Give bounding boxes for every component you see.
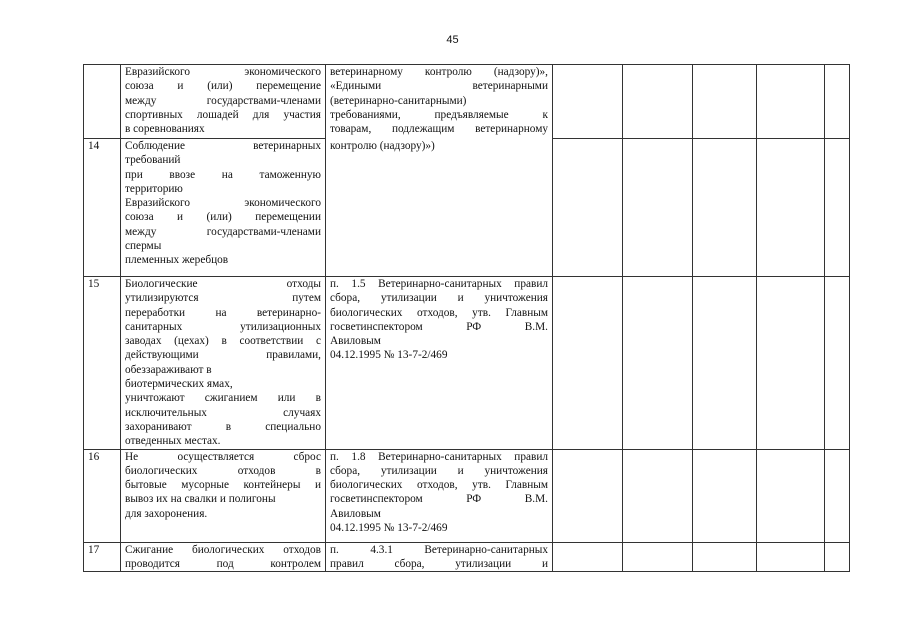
requirement-line: Не осуществляется сброс [125, 450, 321, 463]
requirement-line: действующими правилами, [125, 349, 321, 362]
requirement-line: переработки на ветеринарно- [125, 306, 321, 319]
empty-cell [757, 277, 825, 450]
requirement-line: Евразийского экономического [125, 197, 321, 210]
empty-cell [693, 542, 757, 572]
requirement-line: отведенных местах. [125, 435, 221, 448]
empty-cell [825, 139, 850, 277]
reference-line: Авиловым [330, 507, 381, 520]
requirement-line: бытовые мусорные контейнеры и [125, 479, 321, 492]
empty-cell [693, 65, 757, 139]
row-number: 17 [84, 542, 121, 572]
reference-line: правил сбора, утилизации и [330, 557, 548, 570]
empty-cell [757, 449, 825, 542]
empty-cell [553, 139, 623, 277]
requirement-line: союза и (или) перемещение [125, 80, 321, 93]
requirement-line: племенных жеребцов [125, 254, 229, 267]
reference-cell [326, 139, 553, 277]
reference-line: п. 1.5 Ветеринарно-санитарных правил [330, 278, 548, 290]
reference-line: биологических отходов, утв. Главным [330, 306, 548, 319]
reference-line: биологических отходов, утв. Главным [330, 479, 548, 492]
reference-line: (ветеринарно-санитарными) [330, 94, 467, 107]
requirement-line: союза и (или) перемещении [125, 211, 321, 224]
requirement-line: при ввозе на таможенную [125, 168, 321, 181]
table-row [84, 139, 850, 277]
requirement-line: санитарных утилизационных [125, 320, 321, 333]
requirement-line: проводится под контролем [125, 557, 321, 570]
requirement-line: захоранивают в специально [125, 420, 321, 433]
requirement-line: для захоронения. [125, 507, 208, 520]
reference-cell [326, 65, 553, 139]
empty-cell [623, 542, 693, 572]
reference-line: сбора, утилизации и уничтожения [330, 464, 548, 477]
reference-cell [326, 449, 553, 542]
requirement-line: спортивных лошадей для участия [125, 108, 321, 121]
requirement-line: между государствами-членами [125, 94, 321, 107]
empty-cell [825, 449, 850, 542]
table-row [84, 277, 850, 450]
requirement-line: заводах (цехах) в соответствии с [125, 335, 321, 348]
empty-cell [553, 277, 623, 450]
empty-cell [553, 542, 623, 572]
requirement-line: уничтожают сжиганием или в [125, 392, 321, 405]
empty-cell [693, 277, 757, 450]
row-number [84, 65, 121, 139]
requirement-line: между государствами-членами [125, 225, 321, 238]
requirement-line: Евразийского экономического [125, 66, 321, 78]
table-row [84, 542, 850, 572]
reference-line: 04.12.1995 № 13-7-2/469 [330, 522, 448, 535]
empty-cell [553, 65, 623, 139]
requirement-line: вывоз их на свалки и полигоны [125, 493, 276, 506]
empty-cell [553, 449, 623, 542]
reference-line: сбора, утилизации и уничтожения [330, 292, 548, 305]
requirement-cell [121, 139, 326, 277]
requirement-line: спермы [125, 240, 162, 253]
requirement-line: в соревнованиях [125, 123, 205, 136]
empty-cell [623, 139, 693, 277]
requirement-cell [121, 277, 326, 450]
empty-cell [693, 449, 757, 542]
reference-line: 04.12.1995 № 13-7-2/469 [330, 349, 448, 362]
requirement-line: биотермических ямах, [125, 378, 233, 391]
reference-line: Авиловым [330, 335, 381, 348]
requirement-line: исключительных случаях [125, 406, 321, 419]
row-number: 16 [84, 449, 121, 542]
empty-cell [623, 449, 693, 542]
reference-line: товарам, подлежащим ветеринарному [330, 123, 548, 136]
page-number: 45 [446, 34, 459, 46]
empty-cell [825, 277, 850, 450]
requirement-line: территорию [125, 182, 183, 195]
row-number: 14 [84, 139, 121, 277]
requirement-line: обеззараживают в [125, 363, 212, 376]
reference-line: госветинспектором РФ В.М. [330, 320, 548, 333]
empty-cell [757, 65, 825, 139]
checklist-table [83, 64, 850, 572]
reference-line: ветеринарному контролю (надзору)», [330, 66, 548, 78]
requirement-line: Сжигание биологических отходов [125, 543, 321, 556]
empty-cell [693, 139, 757, 277]
reference-line: требованиями, предъявляемые к [330, 108, 548, 121]
empty-cell [623, 277, 693, 450]
requirement-line: биологических отходов в [125, 464, 321, 477]
empty-cell [825, 542, 850, 572]
requirement-line: требований [125, 154, 181, 167]
requirement-cell [121, 542, 326, 572]
reference-line: контролю (надзору)») [330, 139, 435, 152]
requirement-cell [121, 65, 326, 139]
empty-cell [757, 542, 825, 572]
table-row [84, 65, 850, 139]
empty-cell [825, 65, 850, 139]
reference-line: п. 1.8 Ветеринарно-санитарных правил [330, 450, 548, 463]
reference-cell [326, 542, 553, 572]
row-number: 15 [84, 277, 121, 450]
reference-line: «Едиными ветеринарными [330, 80, 548, 93]
table-row [84, 449, 850, 542]
reference-line: п. 4.3.1 Ветеринарно-санитарных [330, 543, 548, 556]
requirement-line: Соблюдение ветеринарных [125, 140, 321, 152]
empty-cell [757, 139, 825, 277]
requirement-line: Биологические отходы [125, 278, 321, 290]
empty-cell [623, 65, 693, 139]
reference-line: госветинспектором РФ В.М. [330, 493, 548, 506]
requirement-line: утилизируются путем [125, 292, 321, 305]
reference-cell [326, 277, 553, 450]
requirement-cell [121, 449, 326, 542]
